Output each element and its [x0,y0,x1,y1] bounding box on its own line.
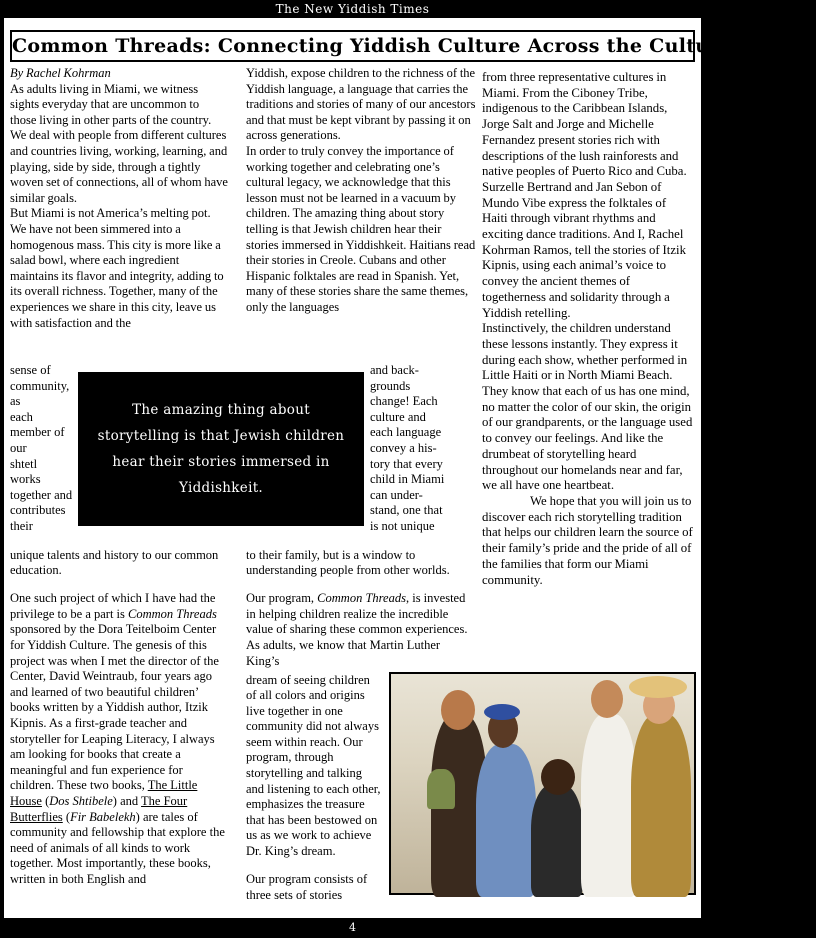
person-figure [531,784,583,897]
wrap-line: change! Each [370,394,438,409]
book-title: The Little House [10,778,198,808]
paragraph: But Miami is not America’s melting pot. We have not been simmered into a homogenous mass. This city is more like a salad bowl, where each ingredient maintains its flavor and integrity, adding to its overall richness. Together, many of the experiences we share in this city, leave us with satisfaction and the [10,206,224,330]
wrap-line: can under- [370,487,423,502]
byline: By Rachel Kohrman [10,66,111,80]
page-number: 4 [349,921,356,934]
wrap-line: is not unique [370,518,435,533]
wrap-line: culture and [370,409,426,424]
person-figure [581,714,637,897]
paragraph: One such project of which I have had the privilege to be a part is Common Threads sponsored by the Dora Teitelboim Center for Yiddish Culture. The genesis of this project was when I met the director of the Center, David Weintraub, four years ago and learned of two beautiful children’ books written by a Yiddish author, Itzik Kipnis. As a first-grade teacher and storyteller for Leaping Literacy, I always am looking for books that create a meaningful and fun experience for children. These two books, The Little House (Dos Shtibele) and The Four Butterflies (Fir Babelekh) are tales of community and fellowship that explore the need of animals of all kinds to work together. Most importantly, these books, written in both English and [10,591,225,886]
book-title-yiddish: Fir Babelekh [70,809,136,824]
wrap-line: tory that every [370,456,443,471]
column-2-lower [246,660,382,916]
wrap-line: child in Miami [370,472,445,487]
person-figure [631,714,691,897]
program-name: Common Threads [317,591,406,606]
wrap-line: convey a his- [370,440,437,455]
column-3 [482,70,694,588]
paragraph: dream of seeing children of all colors and origins live together in one community did not always seem within reach. Our program, through storytelling and talking and listening to each other, emphasizes the treasure that has been bestowed on us as we work to achieve Dr. King’s dream. [246,672,381,859]
paragraph: Instinctively, the children understand these lessons instantly. They express it during each show, whether performed in Little Haiti or in North Miami Beach. They know that each of us has one mind, no matter the color of our skin, the origin of our grandparents, or the language used to convey our feelings. And like the drumbeat of storytelling heard throughout our homelands near and far, we all have one heartbeat. [482,321,693,493]
straw-hat [629,676,687,698]
wrap-line: shtetl [10,456,38,471]
paragraph: to their family, but is a window to understanding people from other worlds. [246,547,450,578]
wrap-line: each language [370,425,442,440]
footer-bar [0,918,705,938]
paragraph: As adults living in Miami, we witness sights everyday that are uncommon to those living in other parts of the country. We deal with people from different cultures and countries living, working, learning, and playing, side by side, through a tightly woven set of connections, all of whom have similar goals. [10,81,228,205]
paragraph: Our program consists of three sets of stories [246,872,368,902]
wrap-line: sense of [10,363,51,377]
column-1-wrap [10,363,76,535]
wrap-line: and back- [370,363,419,377]
program-name: Common Threads [128,606,217,621]
person-head [591,680,623,718]
person-figure [476,744,536,897]
column-1-lower [10,535,228,900]
paragraph: Our program, Common Threads, is invested in helping children realize the incredible value of sharing these common experiences. As adults, we know that Martin Luther King’s [246,591,468,668]
paragraph: In order to truly convey the importance of working together and celebrating one’s cultural legacy, we acknowledge that this lesson must not be learned in a vacuum by children. The amazing thing about story telling is that Jewish children hear their stories immersed in Yiddishkeit. Haitians read their stories in Creole. Cubans and other Hispanic folktales are read in Spanish. Yet, many of these stories share the same themes, only the languages [246,143,476,314]
person-head [441,690,475,730]
book-title: The Four Butterflies [10,793,188,824]
book-title-yiddish: Dos Shtibele [49,793,113,808]
storytellers-photo [389,672,696,895]
person-head [541,759,575,795]
pull-quote-text: The amazing thing about storytelling is that Jewish children hear their stories immersed in Yiddishkeit. [97,402,345,496]
paragraph: unique talents and history to our common education. [10,547,219,578]
wrap-line: community, as [10,378,70,409]
pull-quote [78,372,364,526]
wrap-line: grounds [370,378,411,393]
wrap-line: stand, one that [370,503,443,518]
paragraph: We hope that you will join us to discover each rich storytelling tradition that helps our children learn the source of their family’s pride and the pride of all of the families that form our Miami community. [482,493,693,587]
head-wrap [484,704,520,720]
article-title: Common Threads: Connecting Yiddish Culture Across the Cultural Divide [10,30,695,62]
wrap-line: contributes [10,503,66,518]
wrap-line: their [10,518,33,533]
column-2 [246,66,476,316]
paragraph: from three representative cultures in Miami. From the Ciboney Tribe, indigenous to the Caribbean Islands, Jorge Salt and Jorge and Michelle Fernandez present stories rich with descriptions of the lush rainforests and native peoples of Puerto Rico and Cuba. Surzelle Bertrand and Jan Sebon of Mundo Vibe express the folktales of Haiti through vibrant rhythms and exciting dance traditions. And I, Rachel Kohrman Ramos, tell the stories of Itzik Kipnis, using each animal’s voice to convey the ancient themes of togetherness and solidarity through a Yiddish retelling. [482,70,687,320]
book-prop [427,769,455,809]
paragraph: Yiddish, expose children to the richness of the Yiddish language, a language that carries the traditions and stories of many of our ancestors and that must be kept vibrant by passing it on across generations. [246,66,476,143]
masthead-bar [0,0,705,18]
wrap-line: each member of our [10,409,65,455]
wrap-line: works together and [10,472,73,502]
column-1 [10,66,228,331]
publication-name: The New Yiddish Times [275,2,430,16]
column-2-wrap [370,363,478,535]
